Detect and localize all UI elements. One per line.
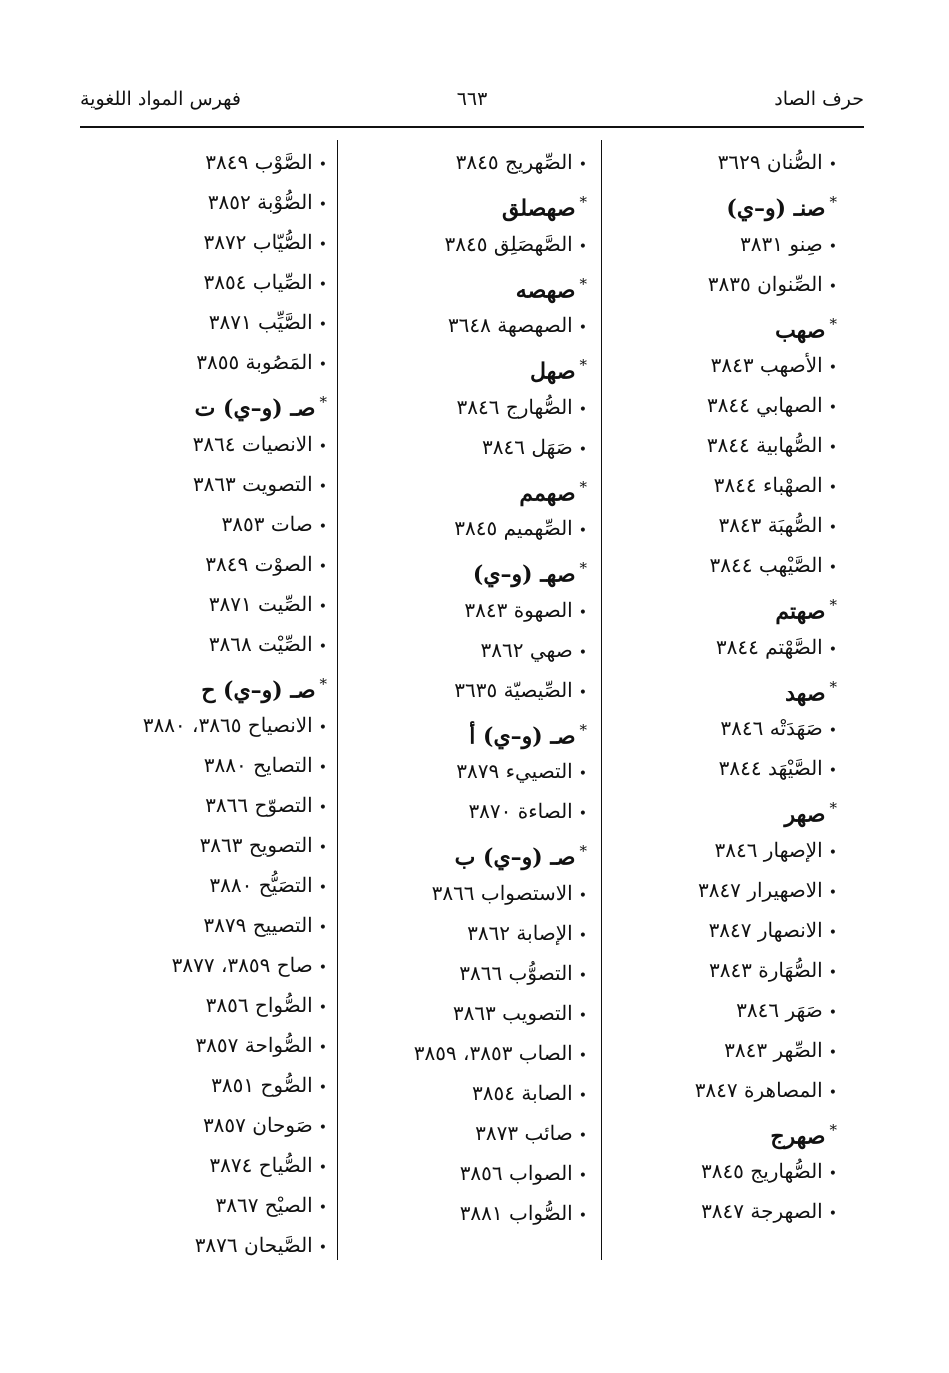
entry-text: الصُّواب ٣٨٨١ (459, 1200, 573, 1225)
header-index-title: فهرس المواد اللغوية (80, 88, 242, 110)
bullet-icon: • (578, 967, 587, 984)
entry-text: الصَّيْهب ٣٨٤٤ (709, 553, 823, 577)
root-heading (567, 1110, 837, 1152)
entry-text: الصهابي ٣٨٤٤ (706, 393, 823, 417)
entry-text: الصَّهصَلِق ٣٨٤٥ (444, 231, 573, 256)
entry-text: الصيْح ٣٨٦٧ (215, 1193, 313, 1217)
entry-text: الصُّواحة ٣٨٥٧ (195, 1033, 313, 1057)
bullet-icon: • (318, 800, 327, 816)
entry-text: الصِّهر ٣٨٤٣ (724, 1037, 823, 1062)
bullet-icon: • (318, 1000, 327, 1016)
bullet-icon: • (828, 520, 837, 536)
bullet-icon: • (828, 1044, 837, 1061)
entry-text: الصُّهبَة ٣٨٤٣ (718, 513, 823, 537)
entry-text: الصُّياح ٣٨٧٤ (209, 1153, 313, 1177)
index-entry (72, 584, 327, 624)
entry-text: الاستصواب ٣٨٦٦ (431, 880, 573, 905)
root-heading (337, 548, 587, 590)
entry-text: صَوحان ٣٨٥٧ (202, 1113, 313, 1137)
index-entry (337, 913, 587, 953)
bullet-icon: • (828, 964, 837, 981)
entry-text: التصييح ٣٨٧٩ (203, 913, 313, 937)
index-entry (337, 142, 587, 182)
index-entry (567, 545, 837, 585)
index-entry (72, 705, 327, 745)
bullet-icon: • (828, 844, 837, 861)
entry-text: الصهصهة ٣٦٤٨ (447, 313, 573, 337)
entry-text: الانصهار ٣٨٤٧ (708, 917, 823, 942)
entry-text: الصِّنوان ٣٨٣٥ (707, 271, 823, 296)
entry-text: الصُّهَارة ٣٨٤٣ (708, 957, 823, 982)
index-entry (72, 1185, 327, 1225)
entry-text: صائب ٣٨٧٣ (475, 1120, 573, 1145)
bullet-icon: • (578, 441, 587, 458)
root-text: صهصلق (501, 195, 576, 222)
index-entry (72, 544, 327, 584)
bullet-icon: • (828, 560, 837, 576)
entry-text: صِنو ٣٨٣١ (740, 231, 823, 256)
bullet-icon: • (578, 684, 587, 701)
bullet-icon: • (578, 320, 587, 336)
bullet-icon: • (318, 157, 327, 173)
bullet-icon: • (828, 400, 837, 416)
index-entry (337, 873, 587, 913)
root-text: صهرج (770, 1122, 826, 1149)
star-marker: * (579, 274, 587, 293)
entry-text: الصِّياب ٣٨٥٤ (203, 270, 313, 294)
index-entry (567, 950, 837, 990)
root-heading (567, 182, 837, 224)
index-entry (337, 224, 587, 264)
entry-text: الأصهب ٣٨٤٣ (710, 353, 823, 377)
index-entry (567, 142, 837, 182)
index-entry (72, 142, 327, 182)
entry-text: الانصيات ٣٨٦٤ (192, 431, 313, 456)
index-entry (72, 785, 327, 825)
entry-text: الإصابة ٣٨٦٢ (467, 920, 573, 945)
index-entry (567, 345, 837, 385)
bullet-icon: • (318, 558, 327, 575)
bullet-icon: • (828, 924, 837, 941)
index-entry (337, 791, 587, 831)
entry-text: الصهْباء ٣٨٤٤ (713, 473, 823, 497)
bullet-icon: • (828, 763, 837, 779)
root-heading (567, 585, 837, 627)
star-marker: * (579, 720, 587, 739)
index-entry (72, 985, 327, 1025)
entry-text: الصوْت ٣٨٤٩ (205, 551, 313, 576)
entry-text: الاصهيرار ٣٨٤٧ (697, 877, 823, 902)
root-text: صـ (و–ي) أ (469, 722, 576, 749)
root-heading (337, 710, 587, 752)
bullet-icon: • (828, 480, 837, 496)
root-text: صهد (785, 679, 826, 706)
index-column-middle (337, 142, 587, 1233)
index-column-left (72, 142, 327, 1265)
bullet-icon: • (318, 760, 327, 776)
star-marker: * (579, 559, 587, 577)
star-marker: * (829, 314, 837, 333)
entry-text: الصُّوح ٣٨٥١ (211, 1073, 313, 1097)
entry-text: الصَّيحان ٣٨٧٦ (194, 1233, 313, 1257)
star-marker: * (579, 193, 587, 211)
entry-text: الصُّوْبة ٣٨٥٢ (207, 190, 313, 214)
bullet-icon: • (828, 278, 837, 295)
entry-text: صهي ٣٨٦٢ (480, 637, 573, 662)
index-entry (72, 624, 327, 664)
index-entry (72, 182, 327, 222)
root-text: صـ (و–ي) ح (201, 676, 316, 703)
star-marker: * (829, 677, 837, 696)
star-marker: * (829, 799, 837, 817)
index-entry (337, 1073, 587, 1113)
star-marker: * (579, 356, 587, 374)
star-marker: * (579, 842, 587, 860)
index-entry (72, 222, 327, 262)
root-text: صـ (و–ي) ت (194, 395, 316, 422)
index-entry (337, 590, 587, 630)
index-entry (337, 953, 587, 993)
bullet-icon: • (318, 638, 327, 655)
bullet-icon: • (318, 518, 327, 535)
index-entry (72, 464, 327, 504)
index-entry (567, 1191, 837, 1231)
index-entry (72, 342, 327, 382)
index-entry (337, 630, 587, 670)
bullet-icon: • (578, 806, 587, 822)
bullet-icon: • (318, 357, 327, 373)
root-heading (337, 182, 587, 224)
index-entry (567, 505, 837, 545)
bullet-icon: • (318, 880, 327, 896)
index-entry (72, 504, 327, 544)
bullet-icon: • (828, 238, 837, 255)
entry-text: الصُّهابية ٣٨٤٤ (706, 433, 823, 457)
index-entry (72, 1105, 327, 1145)
entry-text: التصويت ٣٨٦٣ (192, 471, 313, 496)
index-entry (567, 627, 837, 667)
index-entry (567, 830, 837, 870)
entry-text: الصِّهميم ٣٨٤٥ (454, 516, 573, 540)
entry-text: التصييء ٣٨٧٩ (456, 759, 573, 783)
index-entry (567, 708, 837, 748)
bullet-icon: • (828, 1166, 837, 1182)
index-entry (337, 1113, 587, 1153)
bullet-icon: • (318, 1240, 327, 1256)
root-text: صهل (530, 358, 576, 385)
root-heading (72, 664, 327, 706)
entry-text: صَهَل ٣٨٤٦ (482, 434, 573, 459)
entry-text: الصَّيْهَد ٣٨٤٤ (718, 756, 823, 780)
bullet-icon: • (318, 438, 327, 455)
bullet-icon: • (828, 884, 837, 901)
index-entry (567, 425, 837, 465)
root-text: صهب (775, 316, 826, 343)
bullet-icon: • (318, 277, 327, 293)
bullet-icon: • (318, 1200, 327, 1216)
bullet-icon: • (578, 1207, 587, 1224)
entry-text: الصهوة ٣٨٤٣ (464, 597, 573, 622)
bullet-icon: • (578, 887, 587, 904)
bullet-icon: • (578, 644, 587, 661)
index-entry (72, 302, 327, 342)
root-heading (567, 788, 837, 830)
bullet-icon: • (578, 1047, 587, 1064)
entry-text: الصَّهْتم ٣٨٤٤ (715, 634, 823, 659)
index-entry (72, 424, 327, 464)
bullet-icon: • (318, 720, 327, 736)
entry-text: الصِّيْت ٣٨٦٨ (208, 631, 313, 656)
star-marker: * (319, 674, 327, 693)
index-entry (337, 427, 587, 467)
bullet-icon: • (578, 401, 587, 418)
index-entry (72, 1025, 327, 1065)
index-entry (567, 224, 837, 264)
entry-text: صاح ٣٨٥٩، ٣٨٧٧ (171, 953, 313, 977)
entry-text: الصَّوْب ٣٨٤٩ (205, 150, 313, 174)
bullet-icon: • (828, 1004, 837, 1021)
bullet-icon: • (578, 766, 587, 782)
bullet-icon: • (828, 641, 837, 658)
header-rule (80, 126, 864, 128)
star-marker: * (579, 477, 587, 496)
star-marker: * (319, 393, 327, 411)
bullet-icon: • (578, 523, 587, 539)
entry-text: الإصهار ٣٨٤٦ (714, 837, 823, 862)
entry-text: الصِّيصيّة ٣٦٣٥ (454, 677, 573, 702)
entry-text: الصاب ٣٨٥٣، ٣٨٥٩ (413, 1040, 573, 1065)
bullet-icon: • (578, 157, 587, 173)
bullet-icon: • (578, 1127, 587, 1144)
root-text: صـ (و–ي) ب (454, 844, 576, 871)
bullet-icon: • (828, 360, 837, 376)
index-entry (567, 910, 837, 950)
root-heading (337, 831, 587, 873)
root-heading (567, 667, 837, 709)
bullet-icon: • (318, 840, 327, 856)
root-text: صهتم (775, 598, 826, 625)
bullet-icon: • (578, 1087, 587, 1104)
star-marker: * (829, 596, 837, 614)
index-entry (72, 745, 327, 785)
bullet-icon: • (828, 1206, 837, 1222)
root-heading (567, 304, 837, 346)
star-marker: * (829, 193, 837, 211)
index-entry (567, 1030, 837, 1070)
bullet-icon: • (318, 197, 327, 213)
bullet-icon: • (318, 920, 327, 936)
index-entry (337, 1153, 587, 1193)
entry-text: الصُّهاريج ٣٨٤٥ (700, 1159, 823, 1183)
index-entry (567, 748, 837, 788)
index-entry (567, 465, 837, 505)
index-entry (567, 385, 837, 425)
bullet-icon: • (578, 1007, 587, 1024)
index-entry (72, 825, 327, 865)
entry-text: التصويح ٣٨٦٣ (199, 833, 313, 857)
bullet-icon: • (318, 1080, 327, 1096)
root-heading (337, 264, 587, 306)
bullet-icon: • (318, 1040, 327, 1056)
index-entry (337, 508, 587, 548)
bullet-icon: • (318, 478, 327, 495)
index-entry (72, 1225, 327, 1265)
entry-text: الصُّهارج ٣٨٤٦ (456, 394, 573, 419)
index-entry (72, 905, 327, 945)
root-text: صهـ (و–ي) (472, 561, 576, 588)
index-entry (567, 264, 837, 304)
entry-text: الصهرجة ٣٨٤٧ (701, 1199, 823, 1223)
index-entry (337, 1193, 587, 1233)
entry-text: التصايح ٣٨٨٠ (203, 753, 313, 777)
entry-text: التصَيُّح ٣٨٨٠ (209, 873, 313, 897)
entry-text: الصاءة ٣٨٧٠ (468, 799, 573, 823)
entry-text: الصابة ٣٨٥٤ (472, 1080, 573, 1105)
page-header (80, 88, 864, 118)
index-entry (72, 1065, 327, 1105)
index-entry (337, 751, 587, 791)
bullet-icon: • (828, 440, 837, 456)
entry-text: صَهَر ٣٨٤٦ (736, 997, 823, 1022)
root-text: صهمم (519, 479, 576, 506)
entry-text: الصِّهريج ٣٨٤٥ (455, 150, 573, 174)
bullet-icon: • (578, 238, 587, 255)
index-entry (337, 387, 587, 427)
bullet-icon: • (318, 960, 327, 976)
index-entry (337, 670, 587, 710)
index-entry (567, 1070, 837, 1110)
root-text: صهر (784, 801, 826, 828)
root-heading (72, 382, 327, 424)
bullet-icon: • (578, 604, 587, 621)
bullet-icon: • (318, 1120, 327, 1136)
bullet-icon: • (828, 723, 837, 739)
bullet-icon: • (318, 317, 327, 333)
entry-text: الصُّنان ٣٦٢٩ (717, 150, 823, 174)
index-entry (337, 305, 587, 345)
index-entry (337, 1033, 587, 1073)
entry-text: التصويب ٣٨٦٣ (452, 1000, 573, 1025)
entry-text: صَهَدَتْه ٣٨٤٦ (720, 716, 823, 740)
index-entry (567, 990, 837, 1030)
entry-text: التصوُّب ٣٨٦٦ (459, 960, 573, 985)
bullet-icon: • (578, 927, 587, 944)
page-number: ٦٦٣ (456, 88, 488, 110)
entry-text: الانصياح ٣٨٦٥، ٣٨٨٠ (142, 713, 313, 737)
entry-text: المصاهرة ٣٨٤٧ (694, 1077, 823, 1102)
root-text: صهصه (515, 276, 576, 303)
index-column-right (567, 142, 837, 1231)
root-text: صنـ (و–ي) (726, 195, 826, 222)
bullet-icon: • (318, 598, 327, 615)
entry-text: التصوّح ٣٨٦٦ (205, 793, 313, 817)
index-entry (567, 870, 837, 910)
entry-text: صات ٣٨٥٣ (221, 511, 313, 536)
index-entry (72, 945, 327, 985)
entry-text: الصِّيت ٣٨٧١ (208, 591, 313, 616)
header-section-title: حرف الصاد (774, 88, 864, 110)
entry-text: الصُّواح ٣٨٥٦ (205, 993, 313, 1017)
bullet-icon: • (828, 157, 837, 173)
bullet-icon: • (318, 237, 327, 253)
entry-text: الصواب ٣٨٥٦ (459, 1160, 573, 1185)
index-entry (72, 262, 327, 302)
index-entry (72, 1145, 327, 1185)
entry-text: المَصُوبة ٣٨٥٥ (196, 350, 313, 374)
entry-text: الصُّيّاب ٣٨٧٢ (203, 230, 313, 254)
index-entry (337, 993, 587, 1033)
star-marker: * (829, 1120, 837, 1139)
root-heading (337, 345, 587, 387)
index-entry (72, 865, 327, 905)
bullet-icon: • (318, 1160, 327, 1176)
root-heading (337, 467, 587, 509)
entry-text: الصَّيِّب ٣٨٧١ (208, 310, 313, 334)
bullet-icon: • (828, 1084, 837, 1101)
index-entry (567, 1151, 837, 1191)
bullet-icon: • (578, 1167, 587, 1184)
